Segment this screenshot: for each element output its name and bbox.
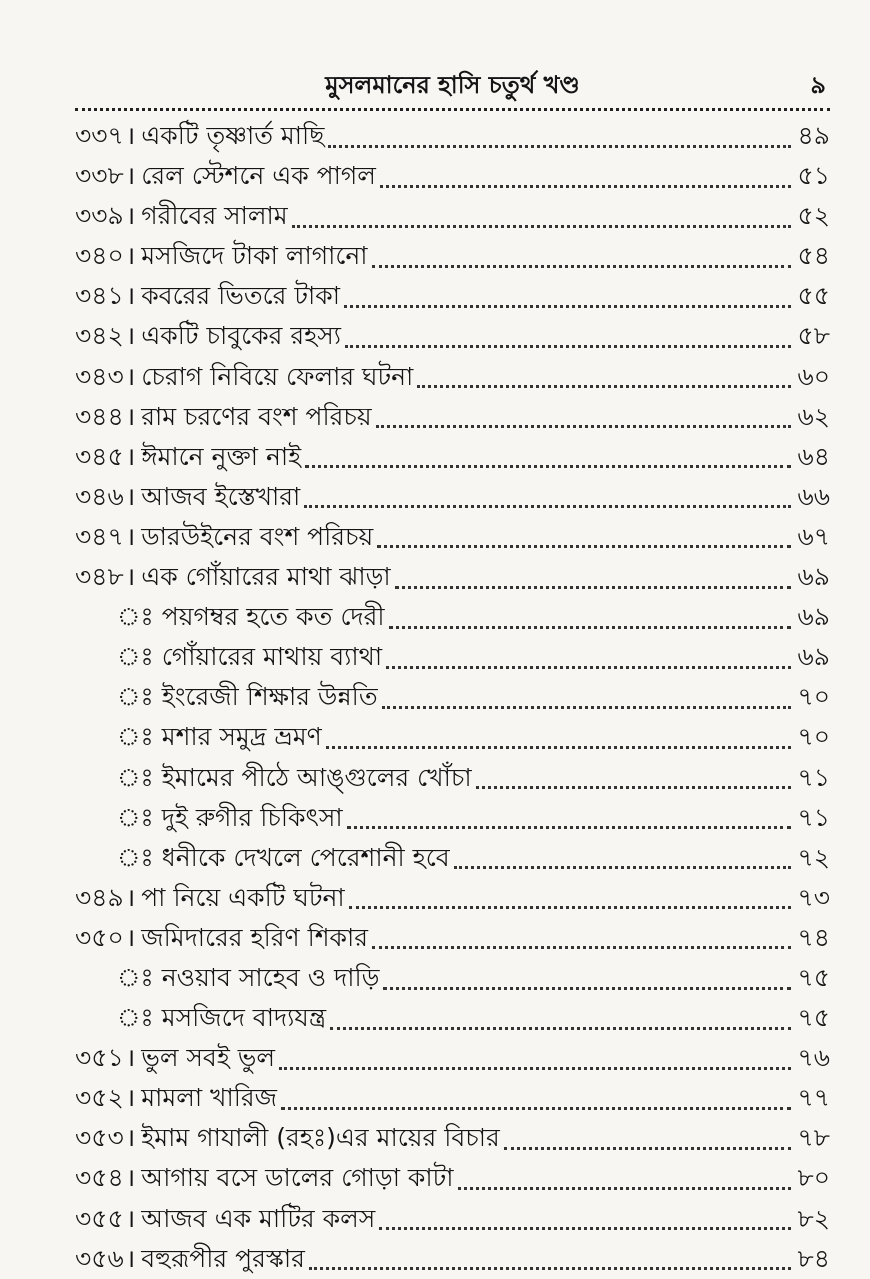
toc-entry (75, 236, 830, 276)
entry-title: পয়গম্বর হতে কত দেরী (161, 602, 385, 632)
table-of-contents (75, 116, 830, 1279)
entry-number: ৩৪০ (75, 241, 124, 271)
dotted-leader (372, 946, 791, 949)
toc-entry (75, 116, 830, 156)
entry-title: চেরাগ নিবিয়ে ফেলার ঘটনা (141, 361, 414, 391)
toc-entry (75, 1118, 830, 1158)
entry-number: ৩৪৮ (75, 562, 124, 592)
entry-separator: । (125, 321, 136, 351)
running-header (75, 68, 830, 108)
entry-title: কবরের ভিতরে টাকা (141, 281, 340, 311)
dotted-leader (380, 185, 791, 188)
entry-title: রাম চরণের বংশ পরিচয় (141, 401, 372, 431)
entry-number: ৩৩৮ (75, 161, 124, 191)
toc-subentry (75, 958, 830, 998)
book-title: মুসলমানের হাসি চতুর্থ খণ্ড (325, 71, 580, 99)
entry-page-number: ৭৮ (797, 1123, 830, 1153)
entry-page-number: ৭৪ (797, 922, 830, 952)
toc-entry (75, 357, 830, 397)
entry-page-number: ৬৯ (797, 602, 830, 632)
entry-page-number: ৫৫ (797, 281, 830, 311)
entry-separator: । (125, 1203, 136, 1233)
entry-page-number: ৮৪ (797, 1243, 830, 1273)
entry-separator: । (125, 361, 136, 391)
entry-page-number: ৮০ (797, 1163, 830, 1193)
dotted-leader (347, 826, 791, 829)
dotted-leader (279, 1067, 791, 1070)
toc-subentry (75, 798, 830, 838)
entry-title: এক গোঁয়ারের মাথা ঝাড়া (141, 562, 391, 592)
entry-title: মশার সমুদ্র ভ্রমণ (161, 722, 322, 752)
entry-separator: । (125, 1043, 136, 1073)
toc-subentry (75, 998, 830, 1038)
toc-subentry (75, 637, 830, 677)
header-dotted-rule (75, 108, 830, 111)
dotted-leader (326, 746, 791, 749)
entry-page-number: ৫৪ (797, 241, 830, 271)
entry-page-number: ৪৯ (797, 121, 830, 150)
toc-subentry (75, 758, 830, 798)
entry-title: নওয়াব সাহেব ও দাড়ি (161, 962, 380, 992)
dotted-leader (328, 145, 791, 148)
dotted-leader (417, 385, 791, 388)
dotted-leader (309, 1267, 791, 1270)
entry-title: একটি চাবুকের রহস্য (141, 321, 341, 351)
entry-title: আজব ইস্তেখারা (141, 481, 301, 511)
toc-entry (75, 397, 830, 437)
entry-page-number: ৬২ (797, 401, 830, 431)
subentry-marker: ঃ (117, 602, 154, 632)
toc-entry (75, 1038, 830, 1078)
dotted-leader (454, 866, 791, 869)
entry-title: আজব এক মাটির কলস (141, 1203, 376, 1233)
entry-separator: । (125, 121, 136, 150)
entry-page-number: ৬৯ (797, 642, 830, 672)
entry-title: ডারউইনের বংশ পরিচয় (141, 521, 374, 551)
toc-subentry (75, 677, 830, 717)
entry-page-number: ৮২ (797, 1203, 830, 1233)
dotted-leader (305, 465, 791, 468)
dotted-leader (379, 1227, 791, 1230)
dotted-leader (382, 706, 791, 709)
entry-page-number: ৭৬ (797, 1043, 830, 1073)
entry-page-number: ৭৫ (797, 1003, 830, 1033)
entry-number: ৩৪৪ (75, 401, 124, 431)
entry-title: ইমামের পীঠে আঙ্গুলের খোঁচা (161, 762, 472, 792)
entry-separator: । (125, 1163, 136, 1193)
toc-entry (75, 1158, 830, 1198)
entry-page-number: ৭০ (797, 682, 830, 712)
subentry-marker: ঃ (117, 682, 154, 712)
subentry-marker: ঃ (117, 642, 154, 672)
dotted-leader (372, 265, 791, 268)
dotted-leader (376, 425, 791, 428)
entry-number: ৩৪১ (75, 281, 124, 311)
entry-title: মসজিদে বাদ্যযন্ত্র (161, 1003, 327, 1033)
entry-separator: । (125, 201, 136, 231)
entry-separator: । (125, 441, 136, 471)
entry-number: ৩৪৩ (75, 361, 124, 391)
entry-page-number: ৭১ (797, 802, 830, 832)
entry-title: জমিদারের হরিণ শিকার (141, 922, 369, 952)
entry-separator: । (125, 1083, 136, 1113)
entry-number: ৩৫৪ (75, 1163, 124, 1193)
entry-page-number: ৭০ (797, 722, 830, 752)
entry-page-number: ৬৭ (797, 521, 830, 551)
dotted-leader (395, 586, 791, 589)
dotted-leader (476, 786, 791, 789)
entry-separator: । (125, 241, 136, 271)
entry-title: গোঁয়ারের মাথায় ব্যাথা (161, 642, 383, 672)
page-number: ৯ (810, 71, 826, 99)
entry-number: ৩৩৭ (75, 121, 124, 150)
dotted-leader (383, 987, 791, 990)
dotted-leader (504, 1147, 791, 1150)
toc-entry (75, 437, 830, 477)
entry-page-number: ৭৩ (797, 882, 830, 912)
entry-title: ইংরেজী শিক্ষার উন্নতি (161, 682, 378, 712)
entry-number: ৩৩৯ (75, 201, 124, 231)
entry-page-number: ৭২ (797, 842, 830, 872)
dotted-leader (349, 906, 791, 909)
entry-separator: । (125, 281, 136, 311)
entry-separator: । (125, 481, 136, 511)
toc-entry (75, 517, 830, 557)
entry-title: রেল স্টেশনে এক পাগল (141, 161, 376, 191)
entry-page-number: ৭১ (797, 762, 830, 792)
toc-entry (75, 156, 830, 196)
entry-separator: । (125, 401, 136, 431)
entry-title: ভুল সবই ভুল (141, 1043, 276, 1073)
dotted-leader (304, 505, 791, 508)
entry-page-number: ৫১ (797, 161, 830, 191)
entry-page-number: ৬৯ (797, 562, 830, 592)
subentry-marker: ঃ (117, 722, 154, 752)
entry-title: দুই রুগীর চিকিৎসা (161, 802, 343, 832)
dotted-leader (345, 345, 791, 348)
toc-entry (75, 557, 830, 597)
dotted-leader (281, 1107, 791, 1110)
toc-subentry (75, 597, 830, 637)
dotted-leader (330, 1027, 791, 1030)
entry-number: ৩৫০ (75, 922, 124, 952)
toc-entry (75, 477, 830, 517)
entry-title: একটি তৃষ্ণার্ত মাছি (141, 121, 325, 150)
toc-entry (75, 1239, 830, 1279)
entry-page-number: ৬৪ (797, 441, 830, 471)
toc-entry (75, 1199, 830, 1239)
entry-separator: । (125, 1123, 136, 1153)
entry-separator: । (125, 882, 136, 912)
toc-subentry (75, 838, 830, 878)
entry-number: ৩৪৫ (75, 441, 124, 471)
entry-number: ৩৪৯ (75, 882, 124, 912)
entry-title: পা নিয়ে একটি ঘটনা (141, 882, 345, 912)
dotted-leader (292, 225, 791, 228)
dotted-leader (389, 626, 791, 629)
entry-number: ৩৫২ (75, 1083, 124, 1113)
entry-page-number: ৭৭ (797, 1083, 830, 1113)
subentry-marker: ঃ (117, 962, 154, 992)
entry-page-number: ৬৬ (797, 481, 830, 511)
toc-entry (75, 316, 830, 356)
subentry-marker: ঃ (117, 1003, 154, 1033)
toc-subentry (75, 717, 830, 757)
toc-entry (75, 196, 830, 236)
toc-entry (75, 276, 830, 316)
entry-title: ঈমানে নুক্তা নাই (141, 441, 302, 471)
entry-title: আগায় বসে ডালের গোড়া কাটা (141, 1163, 454, 1193)
entry-page-number: ৫২ (797, 201, 830, 231)
entry-title: মসজিদে টাকা লাগানো (141, 241, 368, 271)
dotted-leader (386, 666, 791, 669)
entry-title: বহুরূপীর পুরস্কার (141, 1243, 305, 1273)
dotted-leader (458, 1187, 791, 1190)
toc-entry (75, 918, 830, 958)
toc-entry (75, 878, 830, 918)
toc-entry (75, 1078, 830, 1118)
dotted-leader (344, 305, 791, 308)
entry-separator: । (125, 922, 136, 952)
entry-page-number: ৫৮ (797, 321, 830, 351)
entry-number: ৩৪২ (75, 321, 124, 351)
entry-title: মামলা খারিজ (141, 1083, 277, 1113)
entry-title: ইমাম গাযালী (রহঃ)এর মায়ের বিচার (141, 1123, 500, 1153)
entry-separator: । (125, 562, 136, 592)
entry-separator: । (125, 1243, 136, 1273)
entry-number: ৩৪৭ (75, 521, 124, 551)
subentry-marker: ঃ (117, 762, 154, 792)
subentry-marker: ঃ (117, 842, 154, 872)
dotted-leader (377, 545, 791, 548)
entry-title: গরীবের সালাম (141, 201, 288, 231)
entry-page-number: ৬০ (797, 361, 830, 391)
entry-title: ধনীকে দেখলে পেরেশানী হবে (161, 842, 450, 872)
entry-number: ৩৪৬ (75, 481, 124, 511)
entry-separator: । (125, 521, 136, 551)
entry-number: ৩৫৫ (75, 1203, 124, 1233)
entry-page-number: ৭৫ (797, 962, 830, 992)
subentry-marker: ঃ (117, 802, 154, 832)
entry-number: ৩৫১ (75, 1043, 124, 1073)
entry-separator: । (125, 161, 136, 191)
entry-number: ৩৫৩ (75, 1123, 124, 1153)
entry-number: ৩৫৬ (75, 1243, 124, 1273)
